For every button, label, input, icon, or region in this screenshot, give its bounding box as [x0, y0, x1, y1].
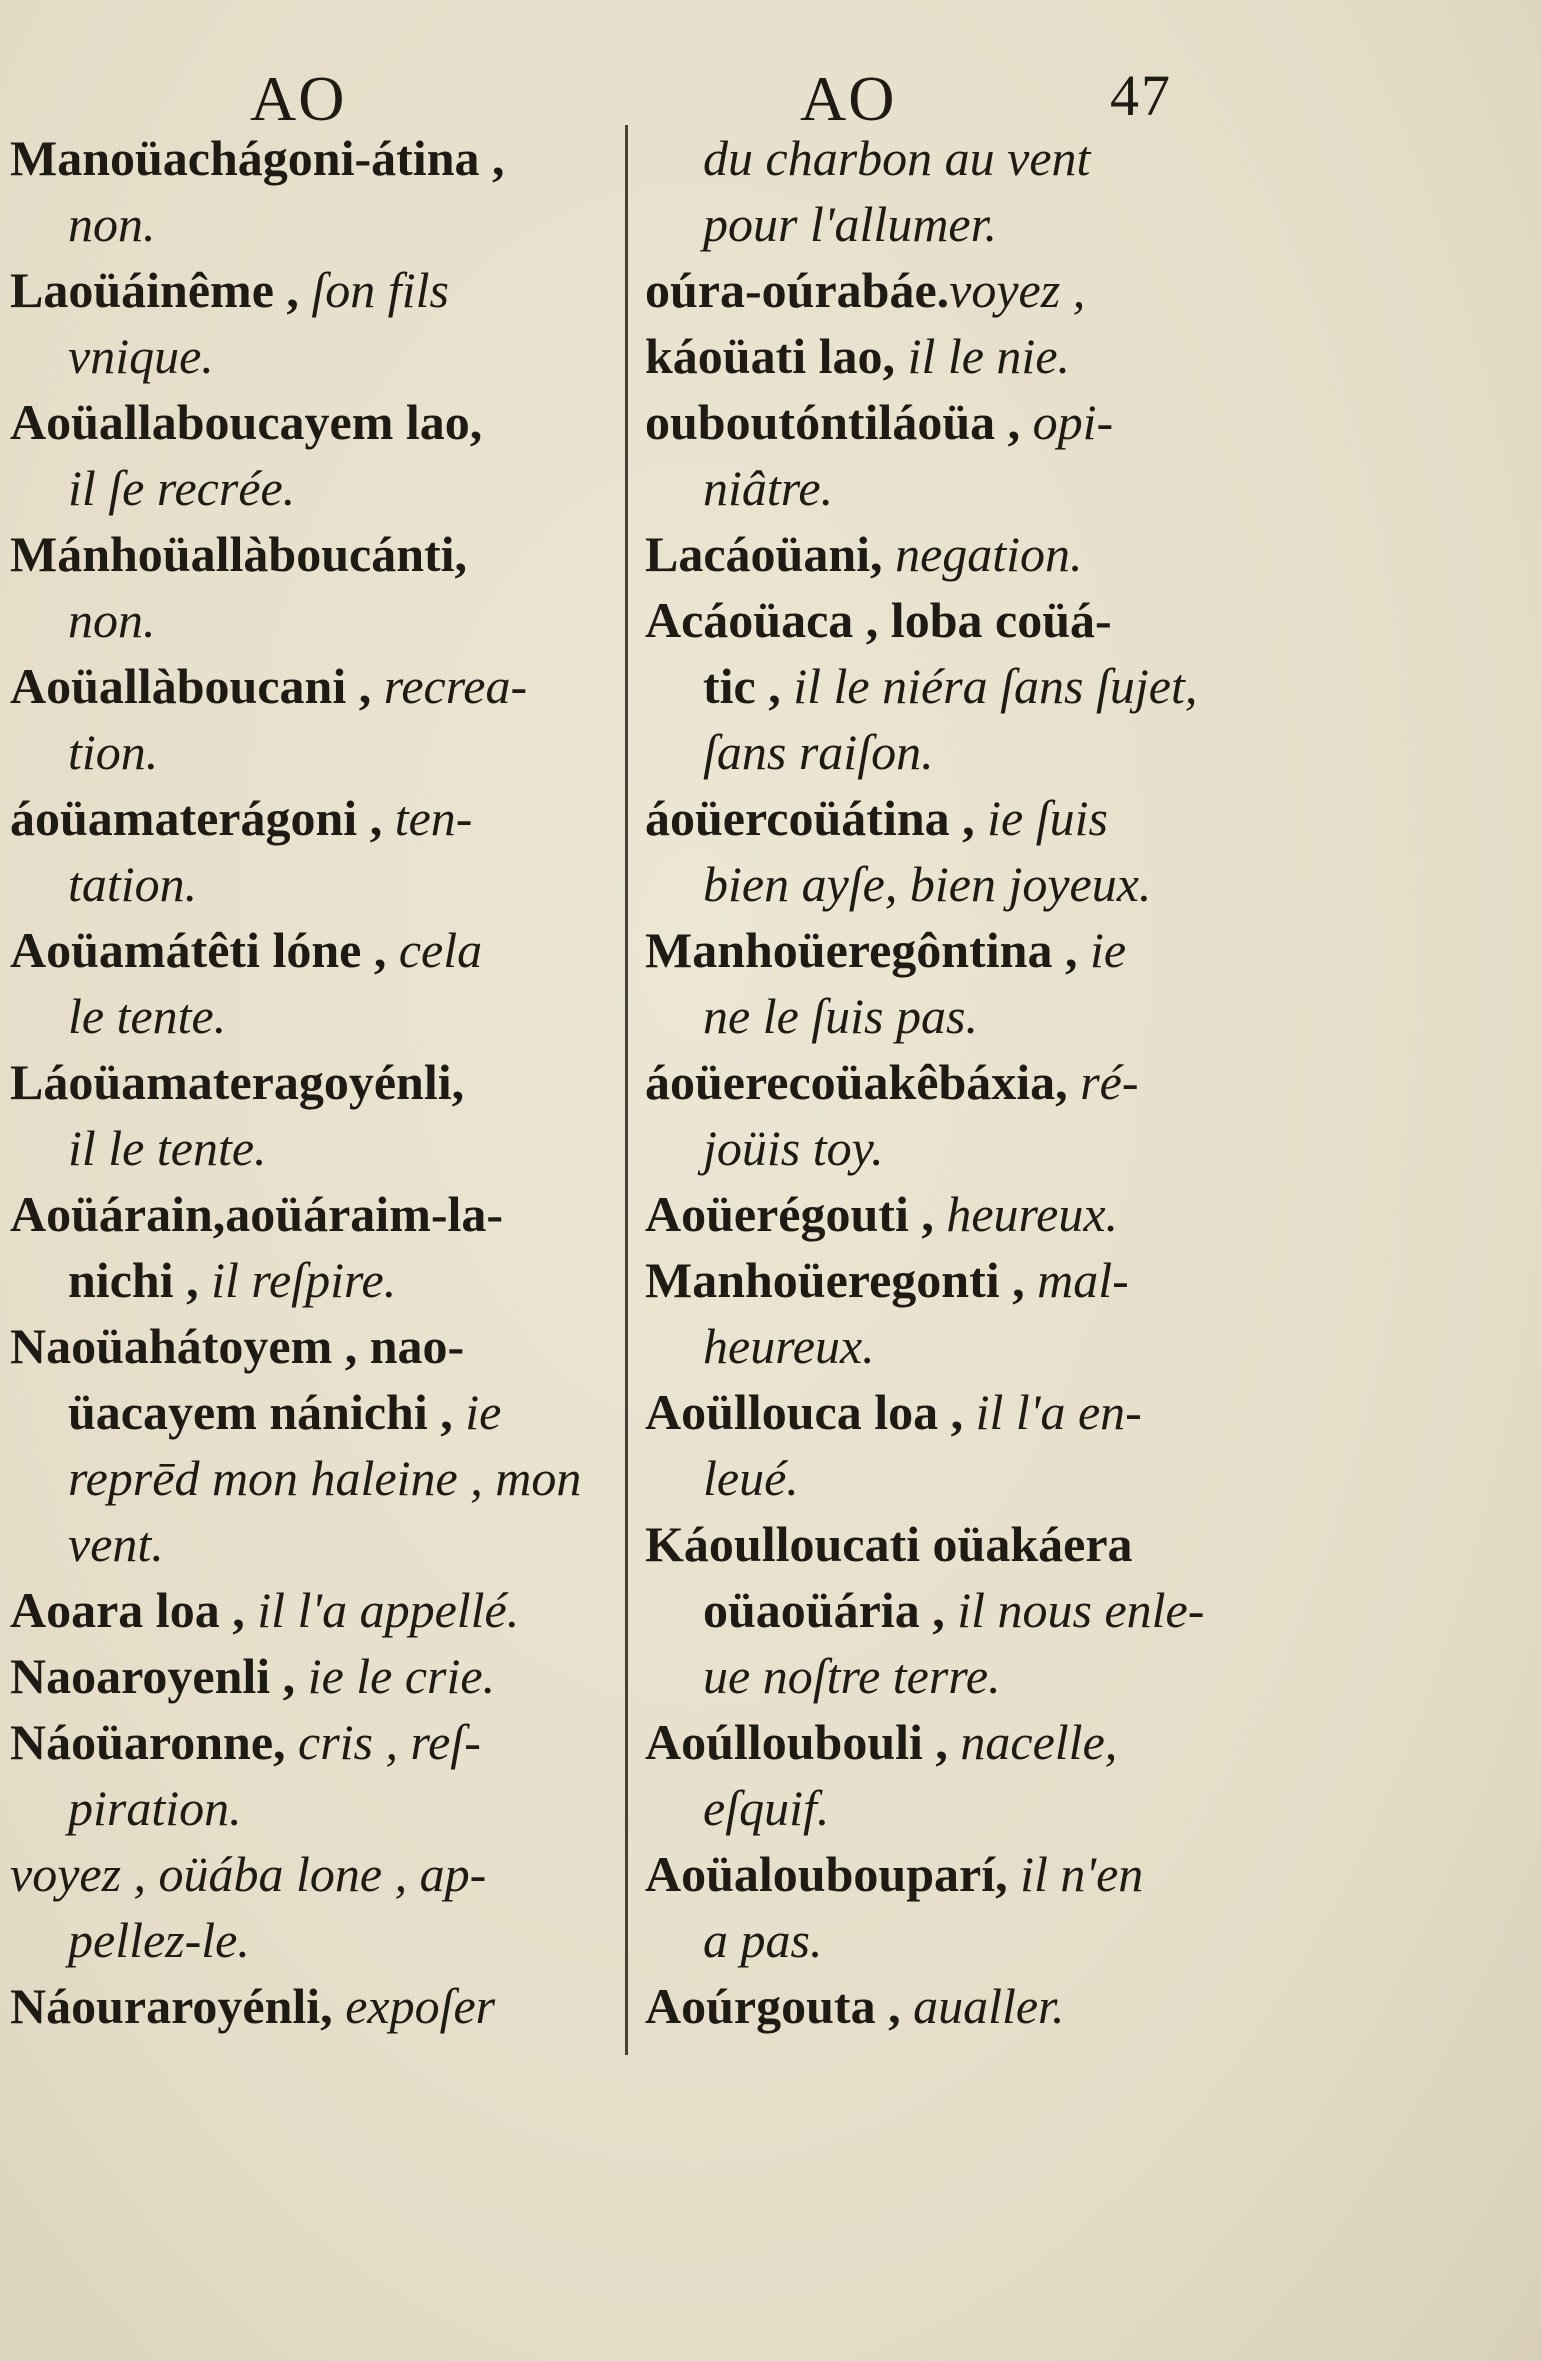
- gloss: il le niéra ſans ſujet,: [793, 658, 1198, 714]
- dictionary-line: [10, 1313, 620, 1379]
- dictionary-line: [10, 1577, 620, 1643]
- dictionary-line: [10, 1379, 620, 1445]
- dictionary-line: [10, 719, 620, 785]
- headword: Aoúrgouta ,: [645, 1978, 914, 2034]
- headword: Láoüamateragoyénli,: [10, 1054, 465, 1110]
- headword: Aoüaloubouparí,: [645, 1846, 1021, 1902]
- dictionary-line: [10, 1049, 620, 1115]
- headword: áoüerecoüakêbáxia,: [645, 1054, 1081, 1110]
- dictionary-line: [645, 1049, 1285, 1115]
- gloss: piration.: [68, 1780, 242, 1836]
- gloss: ie: [465, 1384, 502, 1440]
- gloss: ſon fils: [311, 262, 449, 318]
- headword: Aoúlloubouli ,: [645, 1714, 961, 1770]
- dictionary-line: [10, 455, 620, 521]
- headword: Aoüerégouti ,: [645, 1186, 947, 1242]
- dictionary-line: [10, 125, 620, 191]
- dictionary-line: [645, 1181, 1285, 1247]
- dictionary-line: [10, 1841, 620, 1907]
- gloss: voyez ,: [949, 262, 1086, 318]
- headword: tic ,: [703, 658, 794, 714]
- dictionary-line: [10, 785, 620, 851]
- headword: Mánhoüallàboucánti,: [10, 526, 468, 582]
- headword: Naoaroyenli ,: [10, 1648, 308, 1704]
- dictionary-line: [10, 1643, 620, 1709]
- gloss: negation.: [895, 526, 1083, 582]
- dictionary-line: [645, 455, 1285, 521]
- headword: Lacáoüani,: [645, 526, 896, 582]
- left-column: [10, 125, 620, 2039]
- headword: Manhoüeregonti ,: [645, 1252, 1038, 1308]
- dictionary-line: [645, 1511, 1285, 1577]
- gloss: tation.: [68, 856, 198, 912]
- headword: Aoüallàboucani ,: [10, 658, 384, 714]
- dictionary-line: [645, 323, 1285, 389]
- gloss: ue noſtre terre.: [703, 1648, 1001, 1704]
- gloss: joüis toy.: [703, 1120, 884, 1176]
- dictionary-line: [645, 587, 1285, 653]
- headword: ouboutóntiláoüa ,: [645, 394, 1033, 450]
- gloss: reprēd mon haleine , mon: [68, 1450, 582, 1506]
- headword: Aoüamátêti lóne ,: [10, 922, 399, 978]
- dictionary-line: [645, 1973, 1285, 2039]
- dictionary-line: [645, 1445, 1285, 1511]
- headword: káoüati lao,: [645, 328, 908, 384]
- running-header-center: AO: [800, 63, 897, 134]
- dictionary-line: [10, 323, 620, 389]
- dictionary-line: [10, 1709, 620, 1775]
- dictionary-line: [10, 389, 620, 455]
- headword: oúra-oúrabáe.: [645, 262, 950, 318]
- dictionary-line: [10, 1115, 620, 1181]
- dictionary-line: [645, 719, 1285, 785]
- page-number: 47: [1110, 63, 1172, 128]
- dictionary-line: [645, 653, 1285, 719]
- gloss: a pas.: [703, 1912, 823, 1968]
- dictionary-line: [645, 389, 1285, 455]
- dictionary-line: [645, 1841, 1285, 1907]
- headword: Manhoüeregôntina ,: [645, 922, 1090, 978]
- gloss: bien ayſe, bien joyeux.: [703, 856, 1152, 912]
- headword: Manoüachágoni-átina ,: [10, 130, 505, 186]
- dictionary-line: [645, 521, 1285, 587]
- dictionary-line: [10, 521, 620, 587]
- gloss: il reſpire.: [211, 1252, 397, 1308]
- dictionary-line: [10, 587, 620, 653]
- headword: Acáoüaca , loba coüá-: [645, 592, 1112, 648]
- right-column: [645, 125, 1285, 2039]
- headword: áoüamaterágoni ,: [10, 790, 395, 846]
- dictionary-line: [645, 191, 1285, 257]
- gloss: non.: [68, 196, 156, 252]
- gloss: heureux.: [946, 1186, 1119, 1242]
- dictionary-line: [10, 1181, 620, 1247]
- gloss: leué.: [703, 1450, 799, 1506]
- dictionary-line: [645, 125, 1285, 191]
- headword: Náoüaronne,: [10, 1714, 299, 1770]
- headword: Aoara loa ,: [10, 1582, 258, 1638]
- dictionary-line: [645, 1115, 1285, 1181]
- gloss: heureux.: [703, 1318, 875, 1374]
- dictionary-line: [10, 191, 620, 257]
- gloss: il le nie.: [907, 328, 1071, 384]
- gloss: ie le crie.: [307, 1648, 496, 1704]
- gloss: vnique.: [68, 328, 214, 384]
- gloss: le tente.: [68, 988, 227, 1044]
- headword: nichi ,: [68, 1252, 212, 1308]
- dictionary-line: [10, 983, 620, 1049]
- gloss: opi-: [1032, 394, 1114, 450]
- gloss: il l'a appellé.: [257, 1582, 520, 1638]
- dictionary-line: [10, 653, 620, 719]
- running-header-left: AO: [250, 63, 347, 134]
- gloss: eſquif.: [703, 1780, 830, 1836]
- dictionary-line: [645, 983, 1285, 1049]
- gloss: ſans raiſon.: [703, 724, 934, 780]
- headword: Káoulloucati oüakáera: [645, 1516, 1133, 1572]
- dictionary-line: [645, 1709, 1285, 1775]
- dictionary-line: [645, 1643, 1285, 1709]
- gloss: nacelle,: [960, 1714, 1118, 1770]
- gloss: il n'en: [1020, 1846, 1144, 1902]
- gloss: cris , reſ-: [298, 1714, 481, 1770]
- gloss: il nous enle-: [957, 1582, 1205, 1638]
- headword: oüaoüária ,: [703, 1582, 958, 1638]
- dictionary-line: [10, 257, 620, 323]
- gloss: vent.: [68, 1516, 164, 1572]
- gloss: cela: [398, 922, 483, 978]
- gloss: recrea-: [383, 658, 528, 714]
- dictionary-line: [10, 1247, 620, 1313]
- headword: Naoüahátoyem , nao-: [10, 1318, 465, 1374]
- dictionary-line: [10, 1907, 620, 1973]
- dictionary-line: [645, 257, 1285, 323]
- headword: üacayem nánichi ,: [68, 1384, 466, 1440]
- dictionary-line: [10, 1445, 620, 1511]
- headword: Aoüllouca loa ,: [645, 1384, 976, 1440]
- dictionary-line: [645, 1379, 1285, 1445]
- dictionary-line: [645, 1907, 1285, 1973]
- dictionary-line: [645, 1247, 1285, 1313]
- dictionary-line: [10, 1511, 620, 1577]
- dictionary-line: [10, 1775, 620, 1841]
- gloss: ie: [1089, 922, 1127, 978]
- dictionary-line: [645, 1577, 1285, 1643]
- column-divider: [625, 125, 628, 2055]
- gloss: mal-: [1037, 1252, 1129, 1308]
- gloss: pour l'allumer.: [703, 196, 998, 252]
- dictionary-line: [10, 1973, 620, 2039]
- headword: Laoüáinême ,: [10, 262, 312, 318]
- dictionary-line: [645, 917, 1285, 983]
- gloss: niâtre.: [703, 460, 834, 516]
- dictionary-line: [645, 851, 1285, 917]
- headword: áoüercoüátina ,: [645, 790, 988, 846]
- gloss: il l'a en-: [975, 1384, 1142, 1440]
- dictionary-line: [10, 851, 620, 917]
- dictionary-line: [645, 785, 1285, 851]
- dictionary-line: [645, 1775, 1285, 1841]
- gloss: ne le ſuis pas.: [703, 988, 978, 1044]
- gloss: aualler.: [913, 1978, 1065, 2034]
- gloss: expoſer: [345, 1978, 496, 2034]
- headword: Aoüallaboucayem lao,: [10, 394, 483, 450]
- gloss: ie ſuis: [987, 790, 1108, 846]
- gloss: ten-: [394, 790, 473, 846]
- gloss: voyez , oüába lone , ap-: [10, 1846, 487, 1902]
- dictionary-line: [645, 1313, 1285, 1379]
- gloss: ré-: [1080, 1054, 1139, 1110]
- gloss: il le tente.: [68, 1120, 267, 1176]
- headword: Aoüárain,aoüáraim-la-: [10, 1186, 504, 1242]
- headword: Náouraroyénli,: [10, 1978, 346, 2034]
- gloss: non.: [68, 592, 156, 648]
- gloss: du charbon au vent: [703, 130, 1091, 186]
- gloss: tion.: [68, 724, 159, 780]
- gloss: il ſe recrée.: [68, 460, 296, 516]
- dictionary-line: [10, 917, 620, 983]
- gloss: pellez-le.: [68, 1912, 250, 1968]
